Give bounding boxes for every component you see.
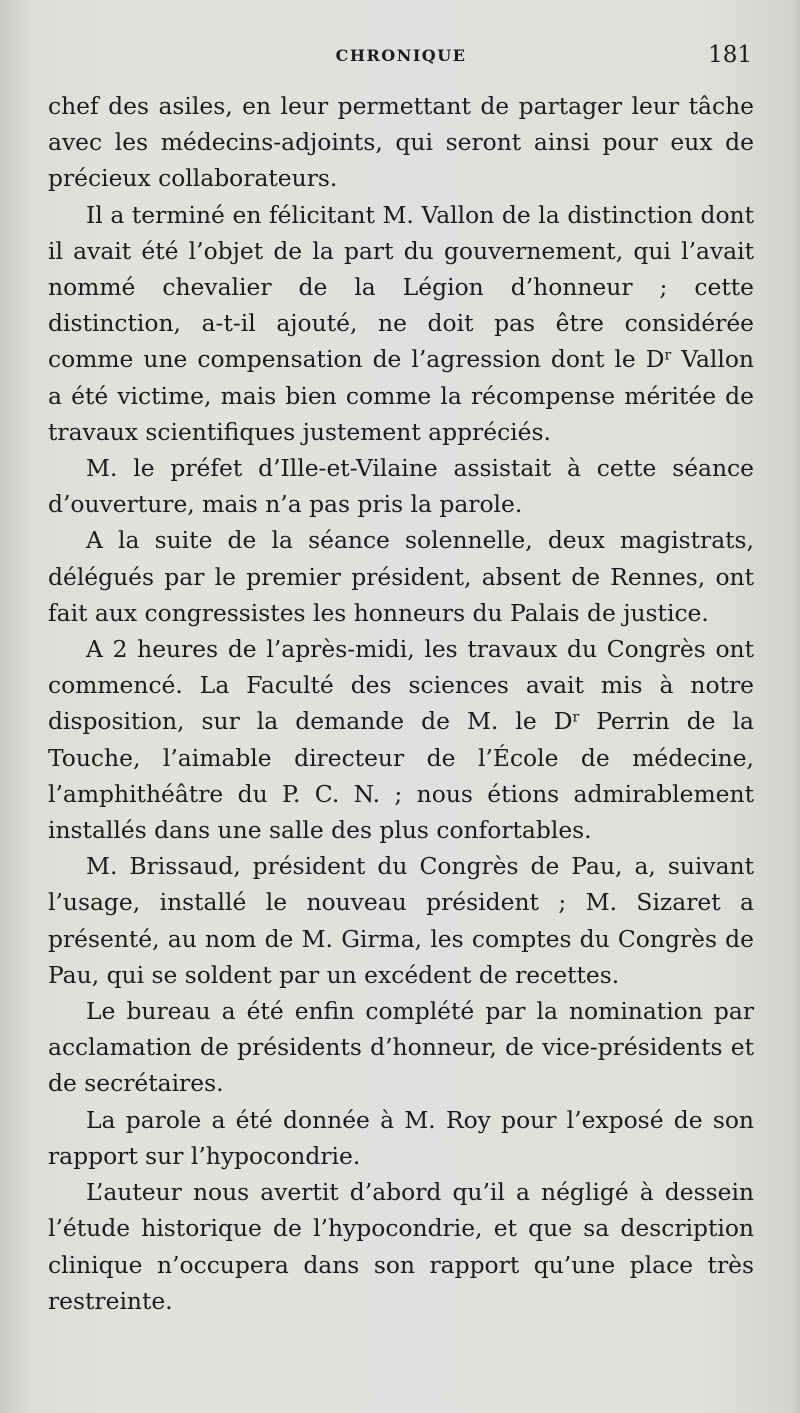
page-header: [48, 38, 754, 78]
page-number: 181: [708, 42, 752, 68]
body-text: [48, 88, 754, 1319]
paragraph: M. le préfet d’Ille-et-Vilaine assistait à cette séance d’ouverture, mais n’a pas pris la parole.: [48, 454, 754, 519]
superscript: r: [572, 709, 580, 726]
superscript: r: [664, 347, 672, 364]
paragraph: M. Brissaud, président du Congrès de Pau, a, suivant l’usage, installé le nouveau président ; M. Sizaret a présenté, au nom de M. Girma, les comptes du Congrès de Pau, qui se soldent par un excédent de recettes.: [48, 852, 754, 989]
paragraph: Il a terminé en félicitant M. Vallon de la distinction dont il avait été l’objet de la part du gouvernement, qui l’avait nommé chevalier de la Légion d’honneur ; cette distinction, a-t-il ajouté, ne doit pas être considérée comme une compensation de l’agression dont le $D^r$ Vallon a été victime, mais bien comme la récompense méritée de travaux scientifiques justement appréciés.: [48, 200, 755, 446]
paragraph: A 2 heures de l’après-midi, les travaux du Congrès ont commencé. La Faculté des sciences avait mis à notre disposition, sur la demande de M. le $D^r$ Perrin de la Touche, l’aimable directeur de l’École de médecine, l’amphithéâtre du P. C. N. ; nous étions admirablement installés dans une salle des plus confortables.: [48, 635, 754, 845]
paragraph: chef des asiles, en leur permettant de partager leur tâche avec les médecins-adjoints, qui seront ainsi pour eux de précieux collaborateurs.: [48, 92, 754, 193]
running-head: CHRONIQUE: [335, 46, 467, 65]
paragraph: La parole a été donnée à M. Roy pour l’exposé de son rapport sur l’hypocondrie.: [48, 1105, 754, 1170]
paragraph: A la suite de la séance solennelle, deux magistrats, délégués par le premier président, absent de Rennes, ont fait aux congressistes les honneurs du Palais de justice.: [48, 526, 754, 627]
paragraph: L’auteur nous avertit d’abord qu’il a négligé à dessein l’étude historique de l’hypocondrie, et que sa description clinique n’occupera dans son rapport qu’une place très restreinte.: [48, 1178, 754, 1315]
paragraph: Le bureau a été enfin complété par la nomination par acclamation de présidents d’honneur, de vice-présidents et de secrétaires.: [48, 997, 754, 1098]
